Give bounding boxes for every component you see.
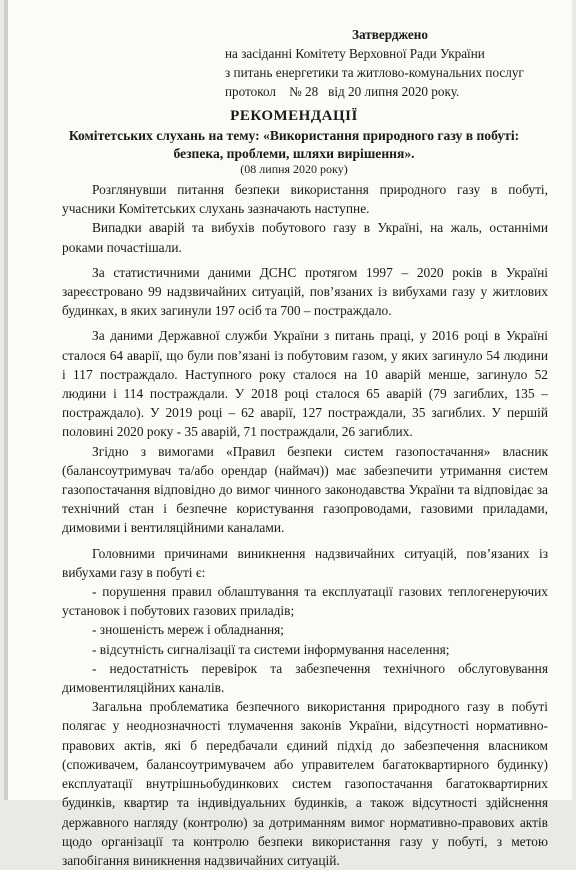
list-item-cause-1: - порушення правил облаштування та експлуатації газових теплогенеруючих установок і побутових газових приладів;	[62, 584, 548, 619]
list-item-cause-4: - недостатність перевірок та забезпечення технічного обслуговування димовентиляційних каналів.	[62, 660, 548, 696]
paragraph-closing: Загальна проблематика безпечного використання природного газу в побуті полягає у неоднозначності тлумачення законів України, відсутності нормативно-правових актів, які б передбачали єдиний підхід до забезпечення власником (споживачем, балансоутримувачем або управителем багатоквартирного будинку) експлуатації внутрішньобудинкових систем газопостачання багатоквартирних будинків, квартир та індивідуальних будинків, а також відсутності здійснення державного нагляду (контролю) за дотриманням вимог нормативно-правових актів щодо організації та контролю безпеки використання газу у побуті, з метою запобігання виникнення надзвичайних ситуацій.	[62, 699, 548, 868]
paragraph-main-causes: Головними причинами виникнення надзвичайних ситуацій, пов’язаних із вибухами газу в побуті є:	[62, 545, 548, 580]
paragraph-dsns-stats: За статистичними даними ДСНС протягом 1997 – 2020 років в Україні зареєстровано 99 надзвичайних ситуацій, пов’язаних із вибухами газу у житлових будинках, в яких загинули 197 осіб та 700 – постраждало.	[62, 264, 548, 319]
document-subtitle-line-2: безпека, проблеми, шляхи вирішення».	[173, 146, 415, 161]
approval-line-2: з питань енергетики та житлово-комунальних послуг	[225, 65, 524, 80]
paragraph-intro: Розглянувши питання безпеки використання природного газу в побуті, учасники Комітетських слухань зазначають наступне.	[62, 182, 548, 217]
approval-heading: Затверджено	[352, 27, 428, 42]
paragraph-safety-rules: Згідно з вимогами «Правил безпеки систем газопостачання» власник (балансоутримувач та/або орендар (наймач)) має забезпечити утримання систем газопостачання відповідно до вимог чинного законодавства України та відповідає за технічний стан і безпечне користування газопроводами, газовими приладами, димовими і вентиляційними каналами.	[62, 443, 548, 536]
paragraph-labor-service-stats: За даними Державної служби України з питань праці, у 2016 році в Україні сталося 64 аварії, що були пов’язані із побутовим газом, у яких загинуло 54 людини і 117 постраждало. Наступного року сталося на 10 аварій менше, загинуло 52 людини і 114 постраждали. У 2018 році сталося 65 аварій (79 загиблих, 135 – постраждало). У 2019 році – 62 аварії, 127 постраждали, 35 загиблих. У першій половині 2020 року - 35 аварій, 71 постраждали, 26 загиблих.	[62, 328, 548, 440]
hearing-date: (08 липня 2020 року)	[240, 162, 348, 176]
paragraph-incidents: Випадки аварій та вибухів побутового газу в Україні, на жаль, останніми роками почастішали.	[62, 220, 548, 255]
approval-block	[225, 25, 555, 101]
page-edge	[4, 0, 8, 800]
document-title: РЕКОМЕНДАЦІЇ	[230, 108, 358, 124]
approval-line-3: протокол № 28 від 20 липня 2020 року.	[225, 84, 460, 99]
document-subtitle-line-1: Комітетських слухань на тему: «Використання природного газу в побуті:	[68, 128, 520, 143]
approval-line-1: на засіданні Комітету Верховної Ради України	[225, 46, 485, 61]
document-body	[62, 180, 548, 870]
list-item-cause-3: - відсутність сигналізації та системи інформування населення;	[92, 641, 450, 657]
list-item-cause-2: - зношеність мереж і обладнання;	[92, 622, 285, 638]
document-page	[4, 0, 572, 868]
